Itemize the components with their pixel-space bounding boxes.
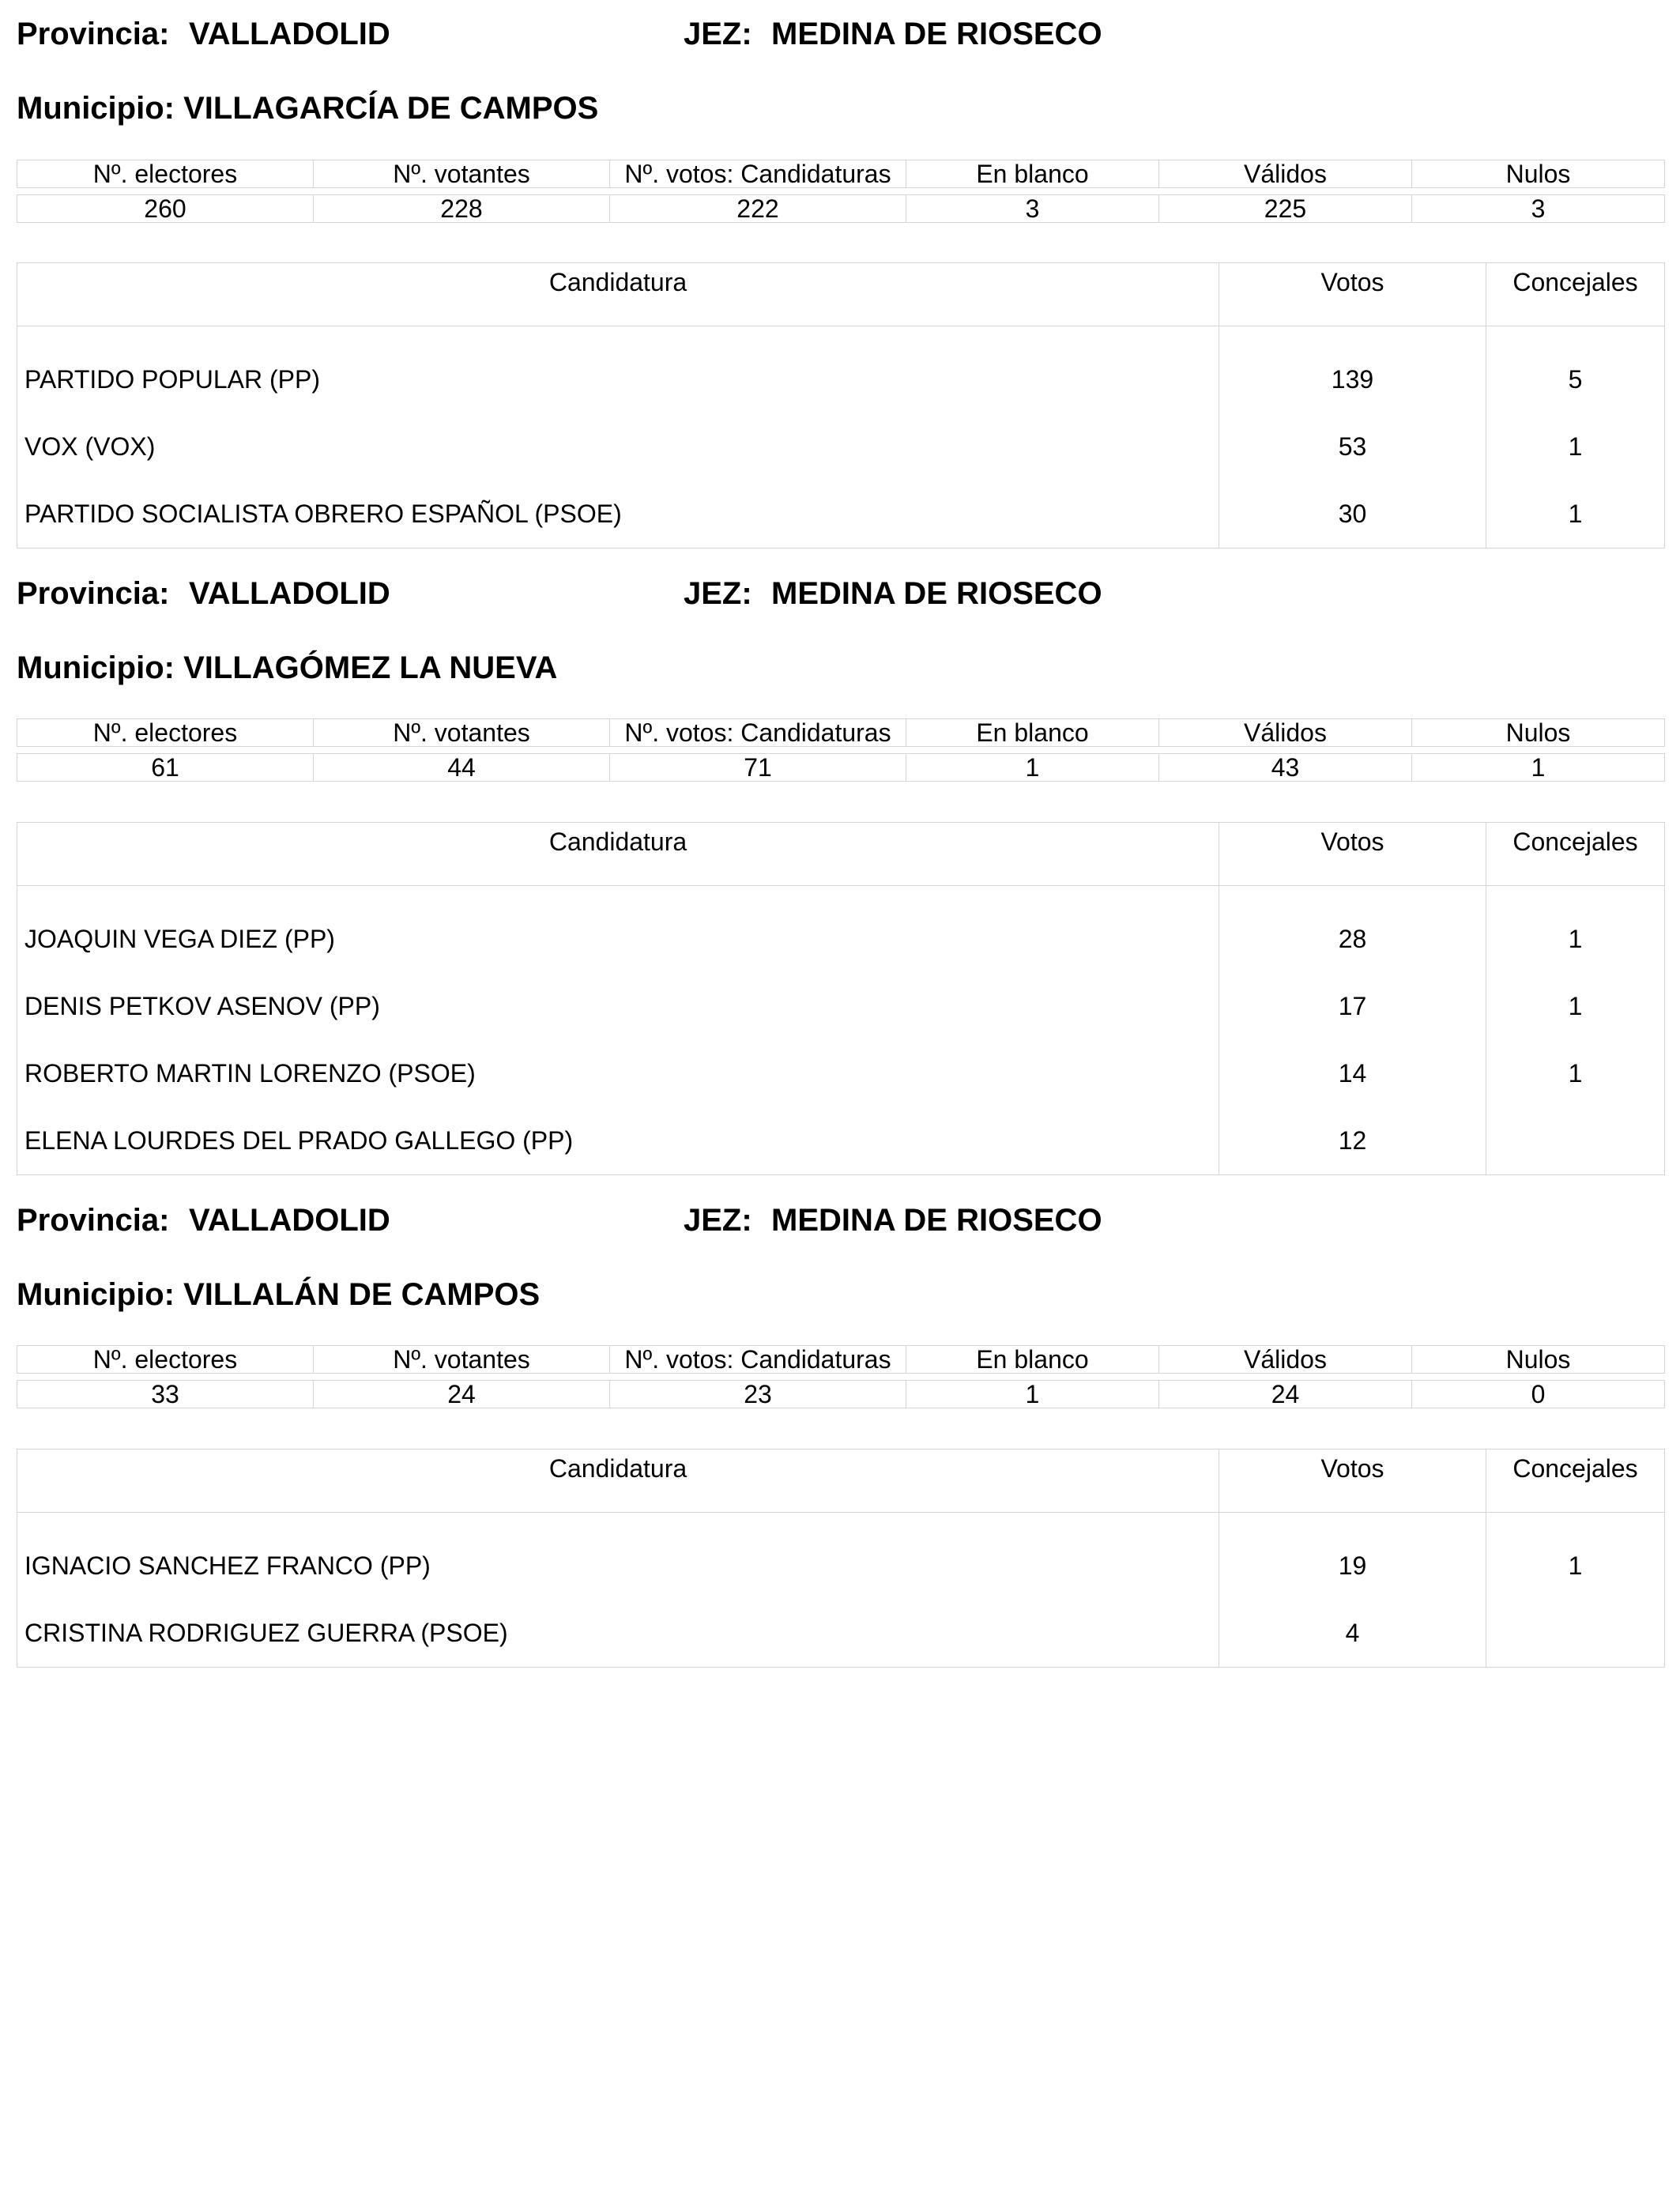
candidate-concejales: 1: [1568, 1551, 1583, 1580]
votos-header: Votos: [1219, 263, 1486, 326]
stats-header: Válidos: [1159, 719, 1412, 747]
candidate-concejales: [1486, 1107, 1665, 1175]
stats-header: En blanco: [906, 719, 1159, 747]
candidate-concejales: 5: [1568, 365, 1583, 394]
table-row: [17, 481, 1665, 548]
candidate-name: PARTIDO POPULAR (PP): [17, 346, 1219, 413]
concejales-header: Concejales: [1486, 1449, 1665, 1513]
stats-table: [17, 160, 1665, 223]
candidate-name: IGNACIO SANCHEZ FRANCO (PP): [17, 1532, 1219, 1600]
candidate-name: ELENA LOURDES DEL PRADO GALLEGO (PP): [17, 1107, 1219, 1175]
candidate-name: JOAQUIN VEGA DIEZ (PP): [17, 906, 1219, 973]
votos-header: Votos: [1219, 823, 1486, 886]
candidate-votos: 139: [1219, 346, 1486, 413]
stats-header: Nº. votantes: [314, 719, 610, 747]
stats-header: Nulos: [1412, 160, 1665, 188]
candidatura-header-row: [17, 823, 1665, 886]
municipio-title: [17, 650, 557, 686]
stats-header: Nulos: [1412, 719, 1665, 747]
candidate-concejales: 1: [1568, 925, 1583, 953]
jez-label: JEZ:: [684, 17, 752, 51]
candidate-votos: 17: [1219, 973, 1486, 1040]
stats-header-row: [17, 719, 1665, 747]
candidate-votos: 28: [1219, 906, 1486, 973]
stats-header: Nº. electores: [17, 719, 314, 747]
stats-value-row: [17, 195, 1665, 223]
stats-header: Válidos: [1159, 160, 1412, 188]
stats-table: [17, 1345, 1665, 1408]
candidate-votos: 12: [1219, 1107, 1486, 1175]
provincia-label: Provincia:: [17, 17, 170, 51]
municipio-label: Municipio:: [17, 91, 175, 126]
provincia-label: Provincia:: [17, 576, 170, 611]
stats-header: Nº. votantes: [314, 1346, 610, 1374]
municipio-value: VILLAGÓMEZ LA NUEVA: [183, 650, 558, 685]
table-row: [17, 1532, 1665, 1600]
candidatura-header: Candidatura: [17, 263, 1219, 326]
candidatura-table: [17, 1449, 1665, 1668]
table-row: [17, 1600, 1665, 1668]
stats-value: 222: [610, 195, 906, 223]
stats-value: 33: [17, 1381, 314, 1408]
candidatura-table: [17, 822, 1665, 1175]
stats-value: 61: [17, 754, 314, 782]
jez-value: MEDINA DE RIOSECO: [771, 1203, 1102, 1238]
stats-value: 3: [1412, 195, 1665, 223]
stats-value: 1: [906, 754, 1159, 782]
stats-value: 225: [1159, 195, 1412, 223]
table-row: [17, 1107, 1665, 1175]
stats-value: 24: [314, 1381, 610, 1408]
stats-header: Nulos: [1412, 1346, 1665, 1374]
municipio-label: Municipio:: [17, 650, 175, 685]
table-row: [17, 906, 1665, 973]
provincia-value: VALLADOLID: [189, 1203, 390, 1238]
stats-table: [17, 718, 1665, 782]
stats-header: Nº. electores: [17, 160, 314, 188]
stats-value: 260: [17, 195, 314, 223]
candidate-concejales: 1: [1568, 499, 1583, 528]
candidate-concejales: 1: [1568, 1059, 1583, 1088]
table-row: [17, 973, 1665, 1040]
candidate-name: DENIS PETKOV ASENOV (PP): [17, 973, 1219, 1040]
stats-value: 1: [906, 1381, 1159, 1408]
candidate-concejales: 1: [1568, 432, 1583, 461]
stats-value: 3: [906, 195, 1159, 223]
candidate-votos: 19: [1219, 1532, 1486, 1600]
stats-header: Nº. votos: Candidaturas: [610, 719, 906, 747]
stats-value-row: [17, 1381, 1665, 1408]
candidate-votos: 4: [1219, 1600, 1486, 1668]
stats-value: 44: [314, 754, 610, 782]
provincia-label: Provincia:: [17, 1203, 170, 1238]
candidatura-header-row: [17, 263, 1665, 326]
candidate-concejales: [1486, 1600, 1665, 1668]
stats-value: 24: [1159, 1381, 1412, 1408]
municipio-label: Municipio:: [17, 1277, 175, 1312]
table-row: [17, 413, 1665, 481]
stats-value-row: [17, 754, 1665, 782]
stats-header: Nº. votantes: [314, 160, 610, 188]
candidatura-header-row: [17, 1449, 1665, 1513]
stats-value: 23: [610, 1381, 906, 1408]
jez-label: JEZ:: [684, 576, 752, 611]
stats-header: En blanco: [906, 160, 1159, 188]
municipio-title: [17, 90, 598, 126]
candidate-votos: 14: [1219, 1040, 1486, 1107]
candidate-concejales: 1: [1568, 992, 1583, 1020]
stats-value: 0: [1412, 1381, 1665, 1408]
stats-header: Nº. electores: [17, 1346, 314, 1374]
candidate-name: VOX (VOX): [17, 413, 1219, 481]
candidate-votos: 53: [1219, 413, 1486, 481]
candidatura-header: Candidatura: [17, 1449, 1219, 1513]
concejales-header: Concejales: [1486, 263, 1665, 326]
candidate-name: ROBERTO MARTIN LORENZO (PSOE): [17, 1040, 1219, 1107]
candidatura-table: [17, 262, 1665, 548]
stats-value: 71: [610, 754, 906, 782]
candidatura-header: Candidatura: [17, 823, 1219, 886]
stats-header: Válidos: [1159, 1346, 1412, 1374]
jez-label: JEZ:: [684, 1203, 752, 1238]
municipio-title: [17, 1276, 540, 1313]
municipio-value: VILLAGARCÍA DE CAMPOS: [183, 91, 599, 126]
candidate-name: CRISTINA RODRIGUEZ GUERRA (PSOE): [17, 1600, 1219, 1668]
table-row: [17, 346, 1665, 413]
stats-header-row: [17, 1346, 1665, 1374]
jez-value: MEDINA DE RIOSECO: [771, 576, 1102, 611]
stats-header: En blanco: [906, 1346, 1159, 1374]
municipio-value: VILLALÁN DE CAMPOS: [183, 1277, 541, 1312]
stats-value: 43: [1159, 754, 1412, 782]
provincia-value: VALLADOLID: [189, 17, 390, 51]
stats-header: Nº. votos: Candidaturas: [610, 160, 906, 188]
candidate-votos: 30: [1219, 481, 1486, 548]
stats-header-row: [17, 160, 1665, 188]
jez-value: MEDINA DE RIOSECO: [771, 17, 1102, 51]
table-row: [17, 1040, 1665, 1107]
votos-header: Votos: [1219, 1449, 1486, 1513]
provincia-value: VALLADOLID: [189, 576, 390, 611]
stats-header: Nº. votos: Candidaturas: [610, 1346, 906, 1374]
stats-value: 1: [1412, 754, 1665, 782]
concejales-header: Concejales: [1486, 823, 1665, 886]
stats-value: 228: [314, 195, 610, 223]
candidate-name: PARTIDO SOCIALISTA OBRERO ESPAÑOL (PSOE): [17, 481, 1219, 548]
